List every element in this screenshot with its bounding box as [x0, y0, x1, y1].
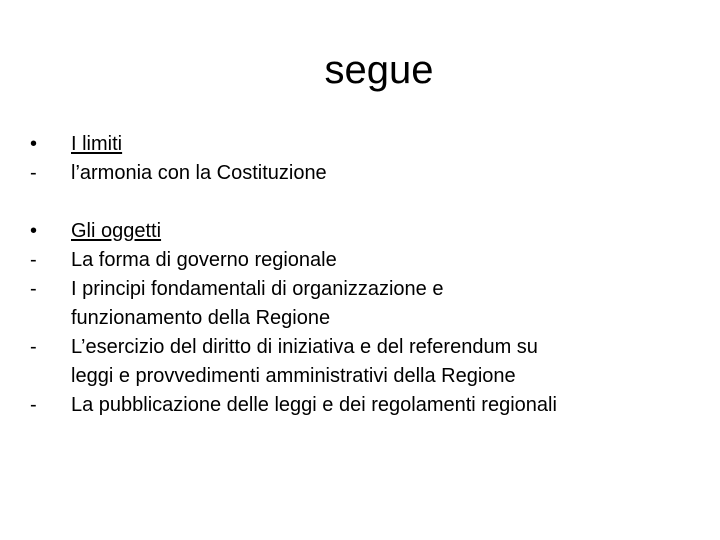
list-item-text-block — [71, 275, 706, 333]
list-item-line: L’esercizio del diritto di iniziativa e del referendum su — [71, 336, 538, 358]
section-heading-row — [26, 217, 706, 246]
section-heading-limiti: I limiti — [71, 133, 123, 155]
list-item-line: I principi fondamentali di organizzazione e — [71, 278, 444, 300]
section-gap — [26, 188, 706, 217]
list-item — [26, 391, 706, 420]
list-item-text: La forma di governo regionale — [71, 249, 337, 271]
list-item-line: leggi e provvedimenti amministrativi della Regione — [71, 365, 516, 387]
dash-marker: - — [30, 278, 37, 300]
slide-body — [26, 130, 706, 420]
dash-marker: - — [30, 162, 37, 184]
list-item — [26, 246, 706, 275]
list-item-text-block — [71, 333, 706, 391]
list-item — [26, 333, 706, 391]
dash-marker: - — [30, 249, 37, 271]
list-item-line: funzionamento della Regione — [71, 307, 331, 329]
dash-marker: - — [30, 394, 37, 416]
list-item — [26, 275, 706, 333]
dash-marker: - — [30, 336, 37, 358]
slide-title: segue — [324, 48, 434, 92]
list-item-text: l’armonia con la Costituzione — [71, 162, 327, 184]
bullet-marker: • — [30, 133, 38, 155]
list-item-text: La pubblicazione delle leggi e dei regolamenti regionali — [71, 394, 557, 416]
bullet-marker: • — [30, 220, 38, 242]
list-item — [26, 159, 706, 188]
section-heading-oggetti: Gli oggetti — [71, 220, 162, 242]
section-heading-row — [26, 130, 706, 159]
